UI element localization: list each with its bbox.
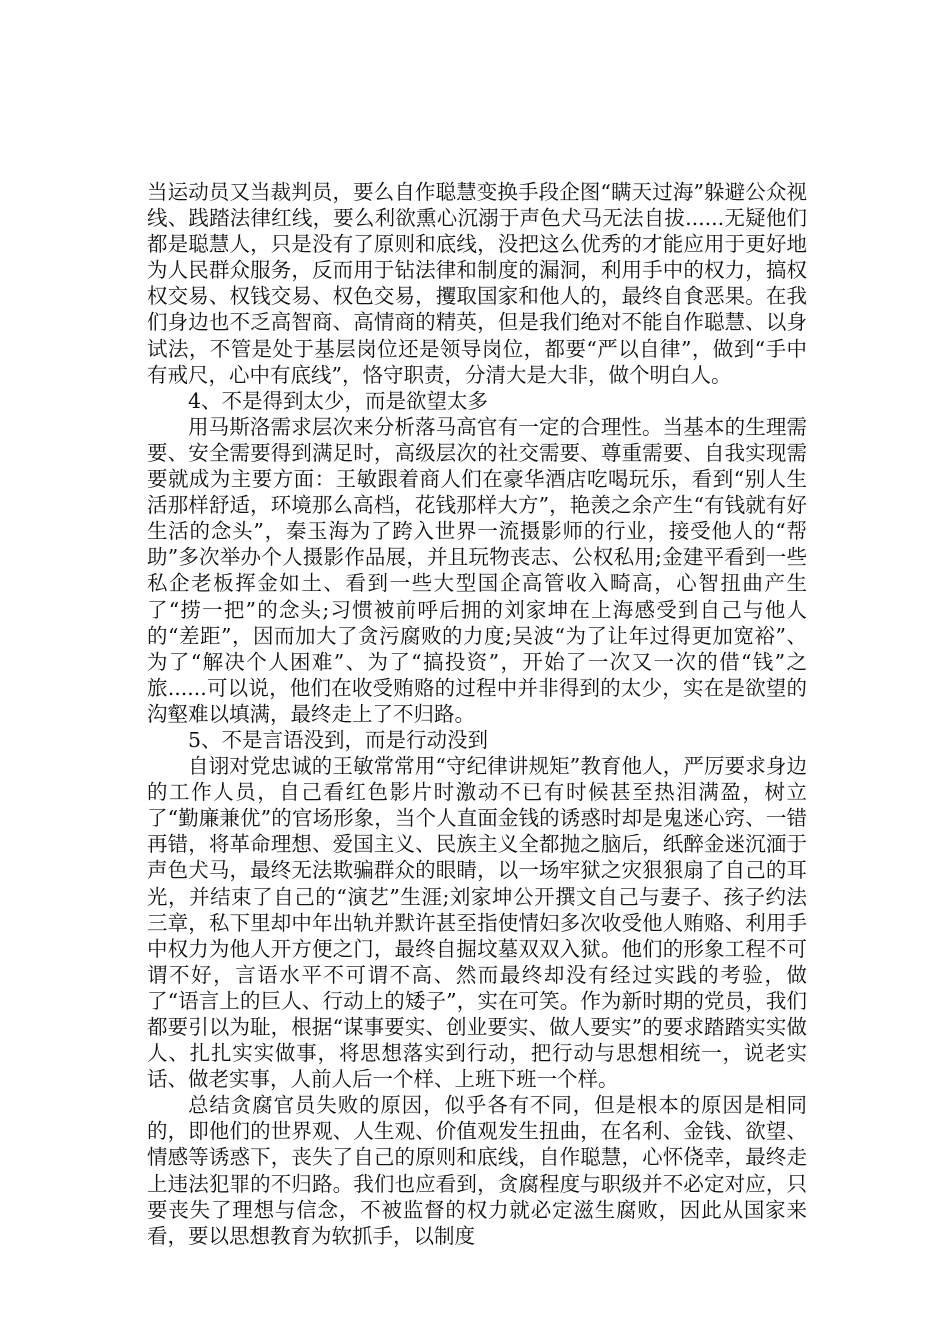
document-body bbox=[147, 179, 807, 1249]
paragraph-section-5: 自诩对党忠诚的王敏常常用“守纪律讲规矩”教育他人，严厉要求身边的工作人员，自己看红色影片时激动不已有时候甚至热泪满盈，树立了“勤廉兼优”的官场形象，当个人直面金钱的诱惑时却是鬼迷心窍、一错再错，将革命理想、爱国主义、民族主义全都抛之脑后，纸醉金迷沉湎于声色犬马，最终无法欺骗群众的眼睛，以一场牢狱之灾狠狠扇了自己的耳光，并结束了自己的“演艺”生涯;刘家坤公开撰文自己与妻子、孩子约法三章，私下里却中年出轨并默许甚至指使情妇多次收受他人贿赂、利用手中权力为他人开方便之门，最终自掘坟墓双双入狱。他们的形象工程不可谓不好，言语水平不可谓不高、然而最终却没有经过实践的考验，做了“语言上的巨人、行动上的矮子”，实在可笑。作为新时期的党员，我们都要引以为耻，根据“谋事要实、创业要实、做人要实”的要求踏踏实实做人、扎扎实实做事，将思想落实到行动，把行动与思想相统一，说老实话、做老实事，人前人后一个样、上班下班一个样。 bbox=[147, 754, 807, 1092]
paragraph-summary: 总结贪腐官员失败的原因，似乎各有不同，但是根本的原因是相同的，即他们的世界观、人生观、价值观发生扭曲，在名利、金钱、欲望、情感等诱惑下，丧失了自己的原则和底线，自作聪慧，心怀侥幸，最终走上违法犯罪的不归路。我们也应看到，贪腐程度与职级并不必定对应，只要丧失了理想与信念，不被监督的权力就必定滋生腐败，因此从国家来看，要以思想教育为软抓手，以制度 bbox=[147, 1093, 807, 1248]
section-heading-5: 5、不是言语没到，而是行动没到 bbox=[188, 727, 489, 752]
section-heading-4: 4、不是得到太少，而是欲望太多 bbox=[188, 388, 489, 413]
paragraph-continuation: 当运动员又当裁判员，要么自作聪慧变换手段企图“瞒天过海”躲避公众视线、践踏法律红线，要么利欲熏心沉溺于声色犬马无法自拔......无疑他们都是聪慧人，只是没有了原则和底线，没把这么优秀的才能应用于更好地为人民群众服务，反而用于钻法律和制度的漏洞，利用手中的权力，搞权权交易、权钱交易、权色交易，攫取国家和他人的，最终自食恶果。在我们身边也不乏高智商、高情商的精英，但是我们绝对不能自作聪慧、以身试法，不管是处于基层岗位还是领导岗位，都要“严以自律”，做到“手中有戒尺，心中有底线”，恪守职责，分清大是大非，做个明白人。 bbox=[147, 180, 807, 387]
paragraph-section-4: 用马斯洛需求层次来分析落马高官有一定的合理性。当基本的生理需要、安全需要得到满足时，高级层次的社交需要、尊重需要、自我实现需要就成为主要方面：王敏跟着商人们在豪华酒店吃喝玩乐，看到“别人生活那样舒适，环境那么高档，花钱那样大方”，艳羡之余产生“有钱就有好生活的念头”，秦玉海为了跨入世界一流摄影师的行业，接受他人的“帮助”多次举办个人摄影作品展，并且玩物丧志、公权私用;金建平看到一些私企老板挥金如土、看到一些大型国企高管收入畸高，心智扭曲产生了“捞一把”的念头;习惯被前呼后拥的刘家坤在上海感受到自己与他人的“差距”，因而加大了贪污腐败的力度;吴波“为了让年过得更加宽裕”、为了“解决个人困难”、为了“搞投资”，开始了一次又一次的借“钱”之旅......可以说，他们在收受贿赂的过程中并非得到的太少，实在是欲望的沟壑难以填满，最终走上了不归路。 bbox=[147, 414, 807, 726]
